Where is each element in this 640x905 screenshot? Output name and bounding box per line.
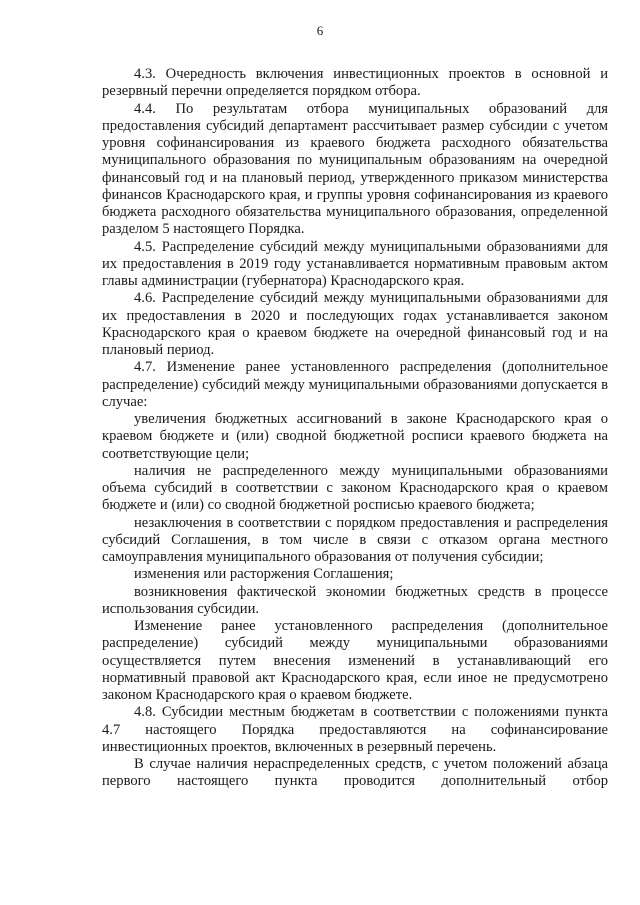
list-item-savings: возникновения фактической экономии бюджетных средств в процессе использования субсидии. xyxy=(102,583,608,617)
paragraph-4-5: 4.5. Распределение субсидий между муниципальными образованиями для их предоставления в 2019 году устанавливается нормативным правовым актом главы администрации (губернатора) Краснодарского края. xyxy=(102,238,608,289)
list-item-non-conclusion: незаключения в соответствии с порядком предоставления и распределения субсидий Соглашения, в том числе в связи с отказом органа местного самоуправления муниципального образования от получения субсидии; xyxy=(102,514,608,565)
paragraph-4-3: 4.3. Очередность включения инвестиционных проектов в основной и резервный перечни определяется порядком отбора. xyxy=(102,66,608,100)
document-body xyxy=(102,66,608,791)
paragraph-4-7: 4.7. Изменение ранее установленного распределения (дополнительное распределение) субсидий между муниципальными образованиями допускается в случае: xyxy=(102,359,608,410)
paragraph-unallocated-funds: В случае наличия нераспределенных средств, с учетом положений абзаца первого настоящего пункта проводится дополнительный отбор xyxy=(102,756,608,790)
list-item-undistributed-volume: наличия не распределенного между муниципальными образованиями объема субсидий в соответствии с законом Краснодарского края о краевом бюджете и (или) со сводной бюджетной росписью краевого бюджета; xyxy=(102,462,608,514)
list-item-agreement-change: изменения или расторжения Соглашения; xyxy=(134,566,394,583)
page-number: 6 xyxy=(316,23,324,38)
paragraph-redistribution-procedure: Изменение ранее установленного распределения (дополнительное распределение) субсидий между муниципальными образованиями осуществляется путем внесения изменений в устанавливающий его нормативный правовой акт Краснодарского края, если иное не предусмотрено законом Краснодарского края о краевом бюджете. xyxy=(102,618,608,703)
paragraph-4-8: 4.8. Субсидии местным бюджетам в соответствии с положениями пункта 4.7 настоящего Порядка предоставляются на софинансирование инвестиционных проектов, включенных в резервный перечень. xyxy=(102,704,608,755)
list-item-budget-increase: увеличения бюджетных ассигнований в законе Краснодарского края о краевом бюджете и (или) сводной бюджетной росписи краевого бюджета на соответствующие цели; xyxy=(102,411,608,462)
paragraph-4-4: 4.4. По результатам отбора муниципальных образований для предоставления субсидий департамент рассчитывает размер субсидии с учетом уровня софинансирования из краевого бюджета расходного обязательства муниципального образования по муниципальным образованиям на очередной финансовый год и на плановый период, утвержденного приказом министерства финансов Краснодарского края, и группы уровня софинансирования из краевого бюджета расходного обязательства муниципального образования, определенной разделом 5 настоящего Порядка. xyxy=(102,100,608,238)
paragraph-4-6: 4.6. Распределение субсидий между муниципальными образованиями для их предоставления в 2020 и последующих годах устанавливается законом Краснодарского края о краевом бюджете на очередной финансовый год и на плановый период. xyxy=(102,290,608,358)
